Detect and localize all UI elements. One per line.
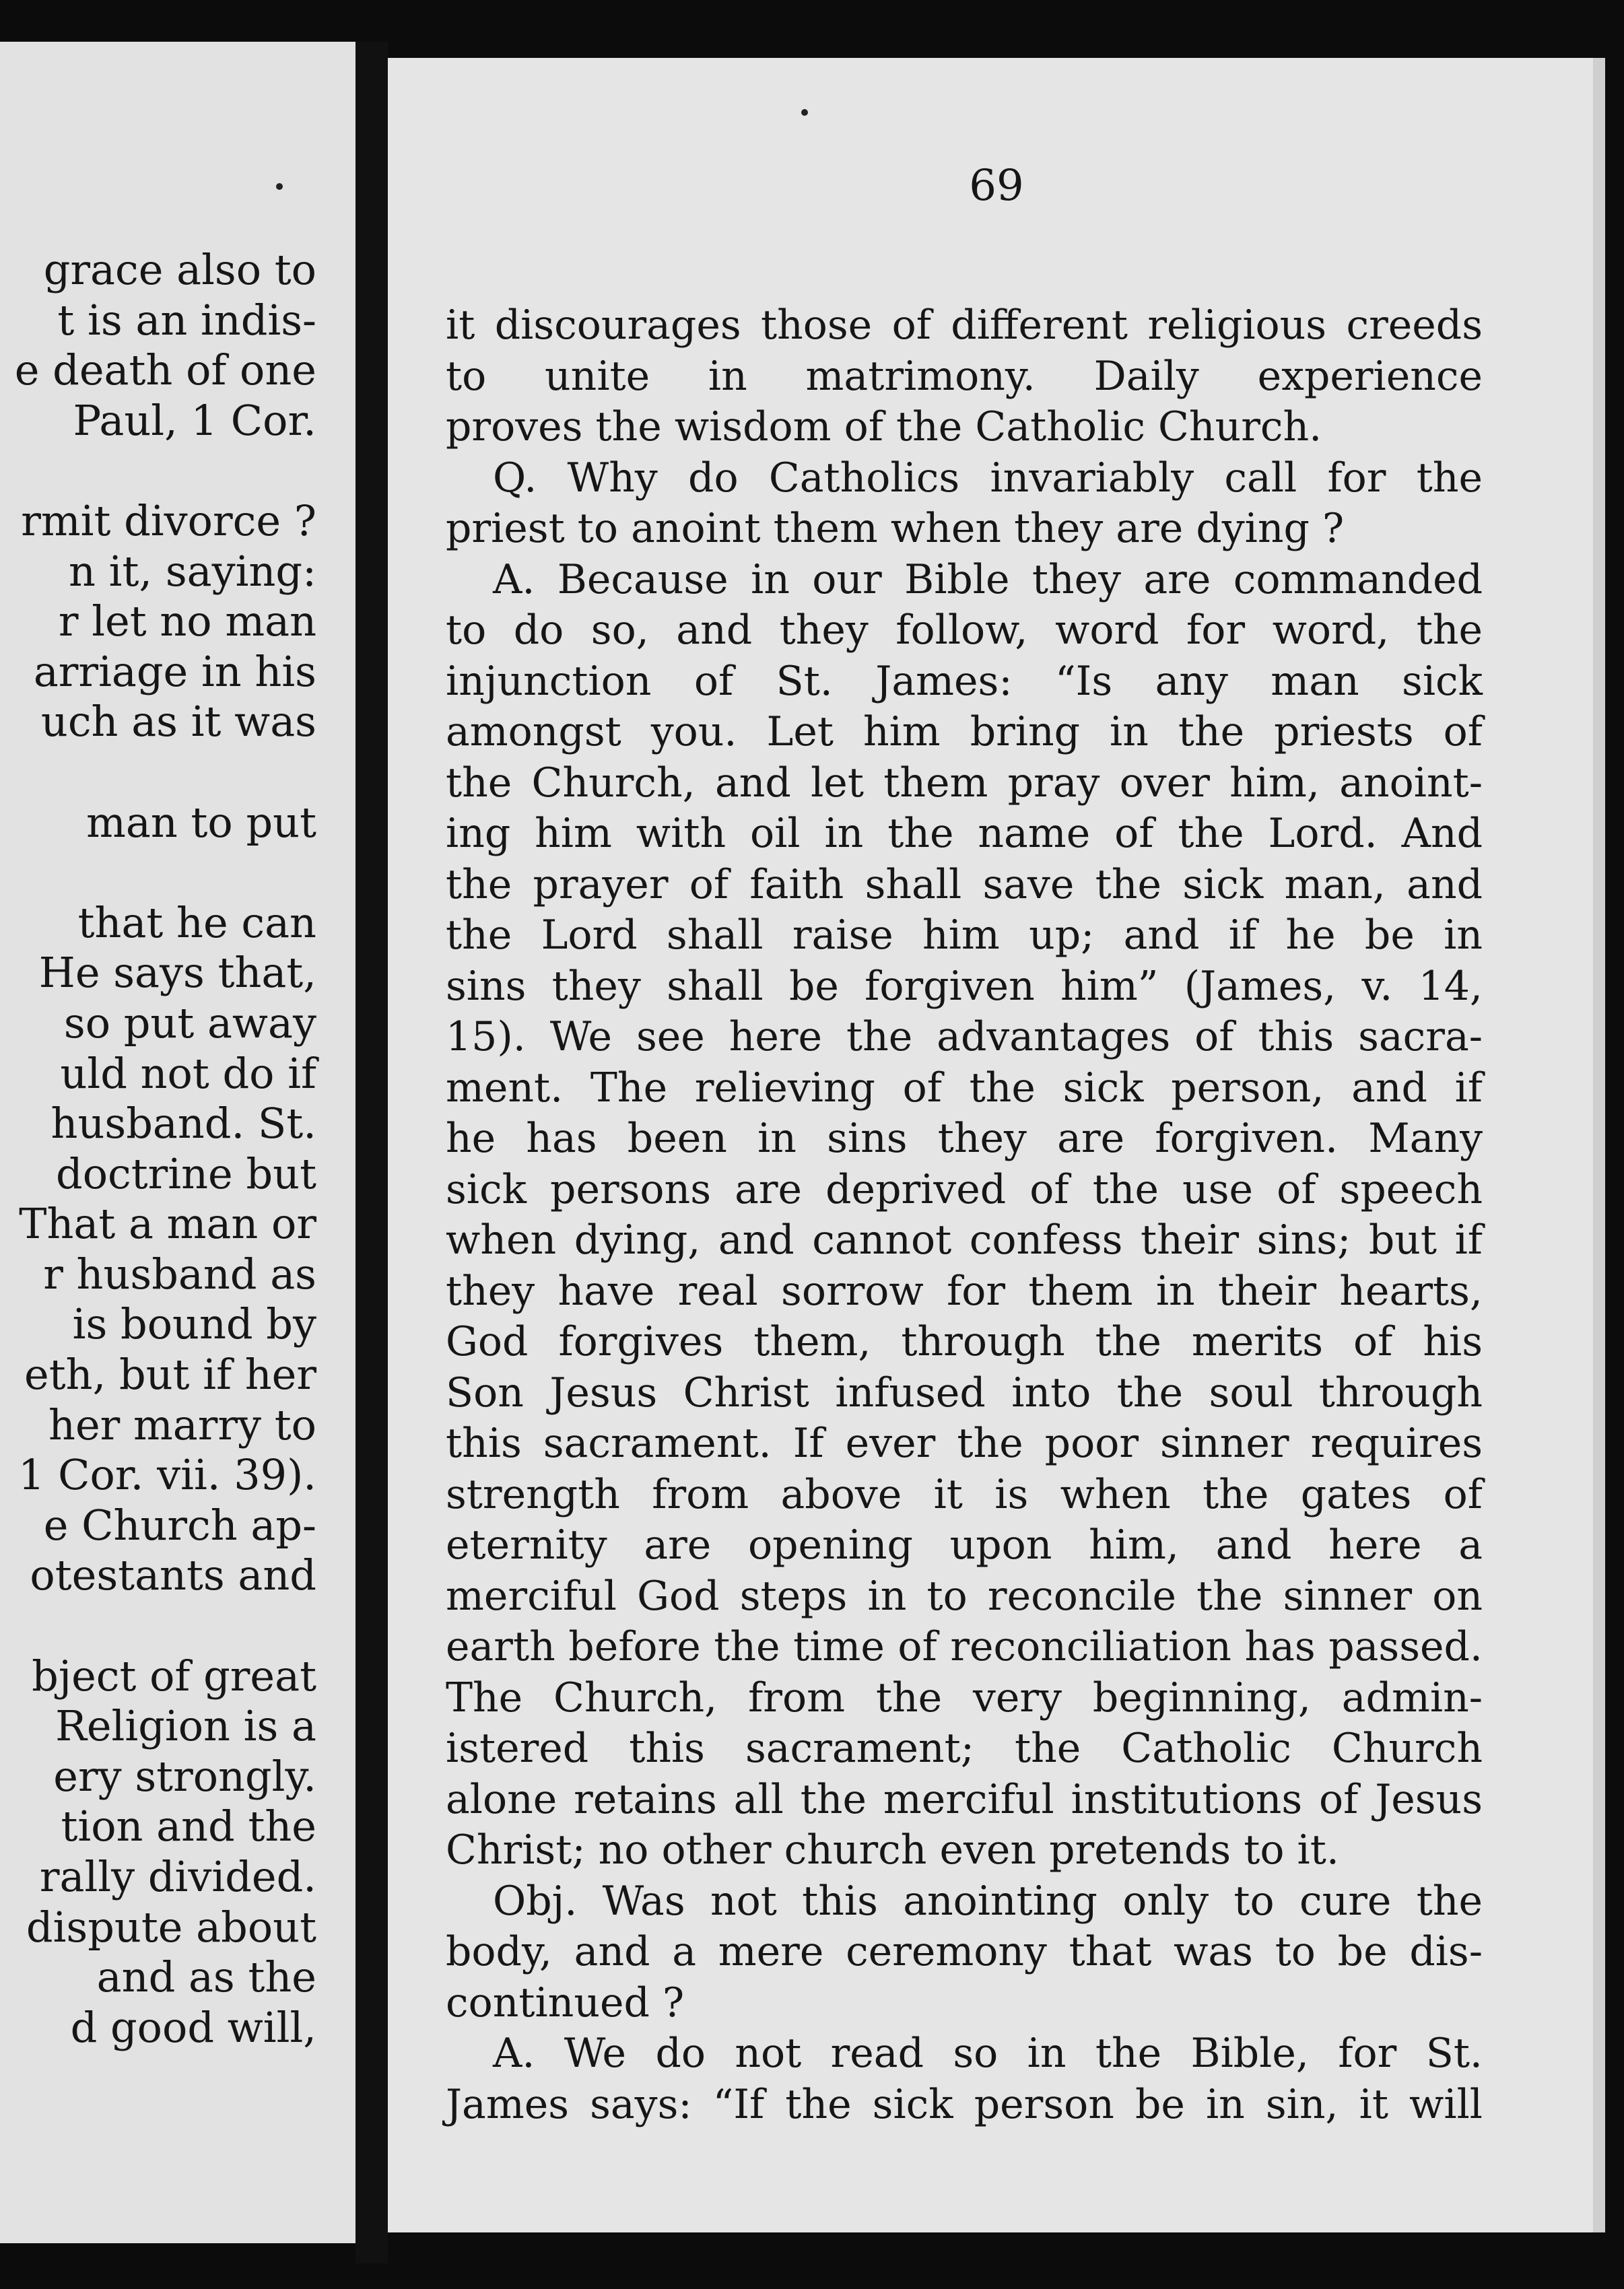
right-line: the Lord shall raise him up; and if he be in — [446, 912, 1483, 959]
right-page — [388, 58, 1605, 2232]
right-line: when dying, and cannot confess their sins; but if — [446, 1217, 1483, 1264]
right-line: God forgives them, through the merits of his — [446, 1318, 1483, 1365]
right-line: Christ; no other church even pretends to it. — [446, 1826, 1339, 1874]
right-line: ment. The relieving of the sick person, and if — [446, 1064, 1483, 1112]
left-line: and as the — [96, 1952, 316, 2002]
left-page-text — [0, 245, 316, 2053]
left-line: d good will, — [70, 2002, 316, 2052]
left-line: Paul, 1 Cor. — [73, 395, 316, 445]
right-line: The Church, from the very beginning, admin- — [446, 1674, 1483, 1721]
right-line: James says: “If the sick person be in sin, it will — [446, 2080, 1483, 2128]
right-line: Son Jesus Christ infused into the soul through — [446, 1369, 1483, 1416]
right-page-text — [446, 300, 1483, 2130]
left-line — [0, 446, 316, 496]
right-line: strength from above it is when the gates of — [446, 1470, 1483, 1518]
right-line: Obj. Was not this anointing only to cure the — [493, 1877, 1483, 1925]
right-line: he has been in sins they are forgiven. Many — [446, 1115, 1483, 1162]
page-number: 69 — [969, 161, 1024, 211]
left-line: grace also to — [43, 245, 316, 294]
right-line: merciful God steps in to reconcile the sinner on — [446, 1572, 1483, 1620]
right-line: eternity are opening upon him, and here a — [446, 1522, 1483, 1569]
right-line: this sacrament. If ever the poor sinner requires — [446, 1420, 1483, 1467]
right-line: sins they shall be forgiven him” (James, v. 14, — [446, 962, 1483, 1010]
left-line: e death of one — [14, 345, 316, 395]
right-line: to unite in matrimony. Daily experience — [446, 352, 1483, 400]
left-line — [0, 747, 316, 798]
left-line: eth, but if her — [24, 1350, 316, 1400]
right-line: A. Because in our Bible they are commanded — [493, 555, 1483, 603]
left-line: He says that, — [38, 948, 316, 998]
right-line: amongst you. Let him bring in the priests of — [446, 708, 1483, 755]
right-line: continued ? — [446, 1979, 685, 2026]
right-line: ing him with oil in the name of the Lord. And — [446, 810, 1483, 857]
left-line: that he can — [77, 897, 316, 947]
left-line: uch as it was — [40, 697, 316, 747]
print-speck — [276, 183, 283, 190]
right-line: to do so, and they follow, word for word, the — [446, 607, 1483, 654]
left-line: so put away — [63, 998, 316, 1048]
right-line: priest to anoint them when they are dying ? — [446, 505, 1345, 552]
left-line: rmit divorce ? — [21, 496, 316, 545]
left-line: That a man or — [19, 1199, 316, 1249]
left-line: uld not do if — [60, 1048, 316, 1098]
right-line: the prayer of faith shall save the sick man, and — [446, 860, 1483, 908]
left-line: dispute about — [26, 1902, 316, 1952]
left-line: 1 Cor. vii. 39). — [18, 1450, 316, 1500]
right-line: 15). We see here the advantages of this sacra- — [446, 1013, 1483, 1060]
left-line: husband. St. — [50, 1099, 316, 1149]
left-line: doctrine but — [56, 1149, 316, 1198]
left-line — [0, 1601, 316, 1651]
left-line: Religion is a — [55, 1701, 316, 1751]
left-line: tion and the — [61, 1802, 316, 1851]
right-line: sick persons are deprived of the use of speech — [446, 1165, 1483, 1213]
right-line: A. We do not read so in the Bible, for St. — [493, 2030, 1483, 2077]
left-line: n it, saying: — [69, 546, 316, 596]
left-line: man to put — [86, 797, 316, 847]
left-line: arriage in his — [33, 646, 316, 696]
left-line: t is an indis- — [57, 295, 316, 345]
left-line: otestants and — [30, 1550, 316, 1600]
left-page — [0, 42, 356, 2243]
right-line: it discourages those of different religious creeds — [446, 302, 1483, 349]
right-line: the Church, and let them pray over him, anoint- — [446, 759, 1483, 807]
left-line: r let no man — [58, 596, 316, 646]
left-line: her marry to — [48, 1400, 316, 1449]
right-line: alone retains all the merciful institutions of Jesus — [446, 1775, 1483, 1823]
right-line: istered this sacrament; the Catholic Church — [446, 1725, 1483, 1772]
left-line: ery strongly. — [53, 1751, 316, 1801]
left-line — [0, 848, 316, 898]
print-speck — [801, 109, 808, 116]
right-line: Q. Why do Catholics invariably call for the — [493, 454, 1483, 502]
left-line: e Church ap- — [43, 1500, 316, 1550]
right-line: they have real sorrow for them in their hearts, — [446, 1267, 1483, 1315]
left-line: rally divided. — [39, 1852, 316, 1901]
left-line: bject of great — [32, 1651, 316, 1701]
right-line: proves the wisdom of the Catholic Church. — [446, 403, 1322, 450]
right-line: earth before the time of reconciliation has passed. — [446, 1623, 1483, 1670]
right-line: body, and a mere ceremony that was to be dis- — [446, 1928, 1483, 1975]
left-line: r husband as — [43, 1249, 316, 1299]
book-gutter — [356, 42, 388, 2263]
right-line: injunction of St. James: “Is any man sick — [446, 657, 1483, 705]
left-line: is bound by — [72, 1299, 316, 1349]
